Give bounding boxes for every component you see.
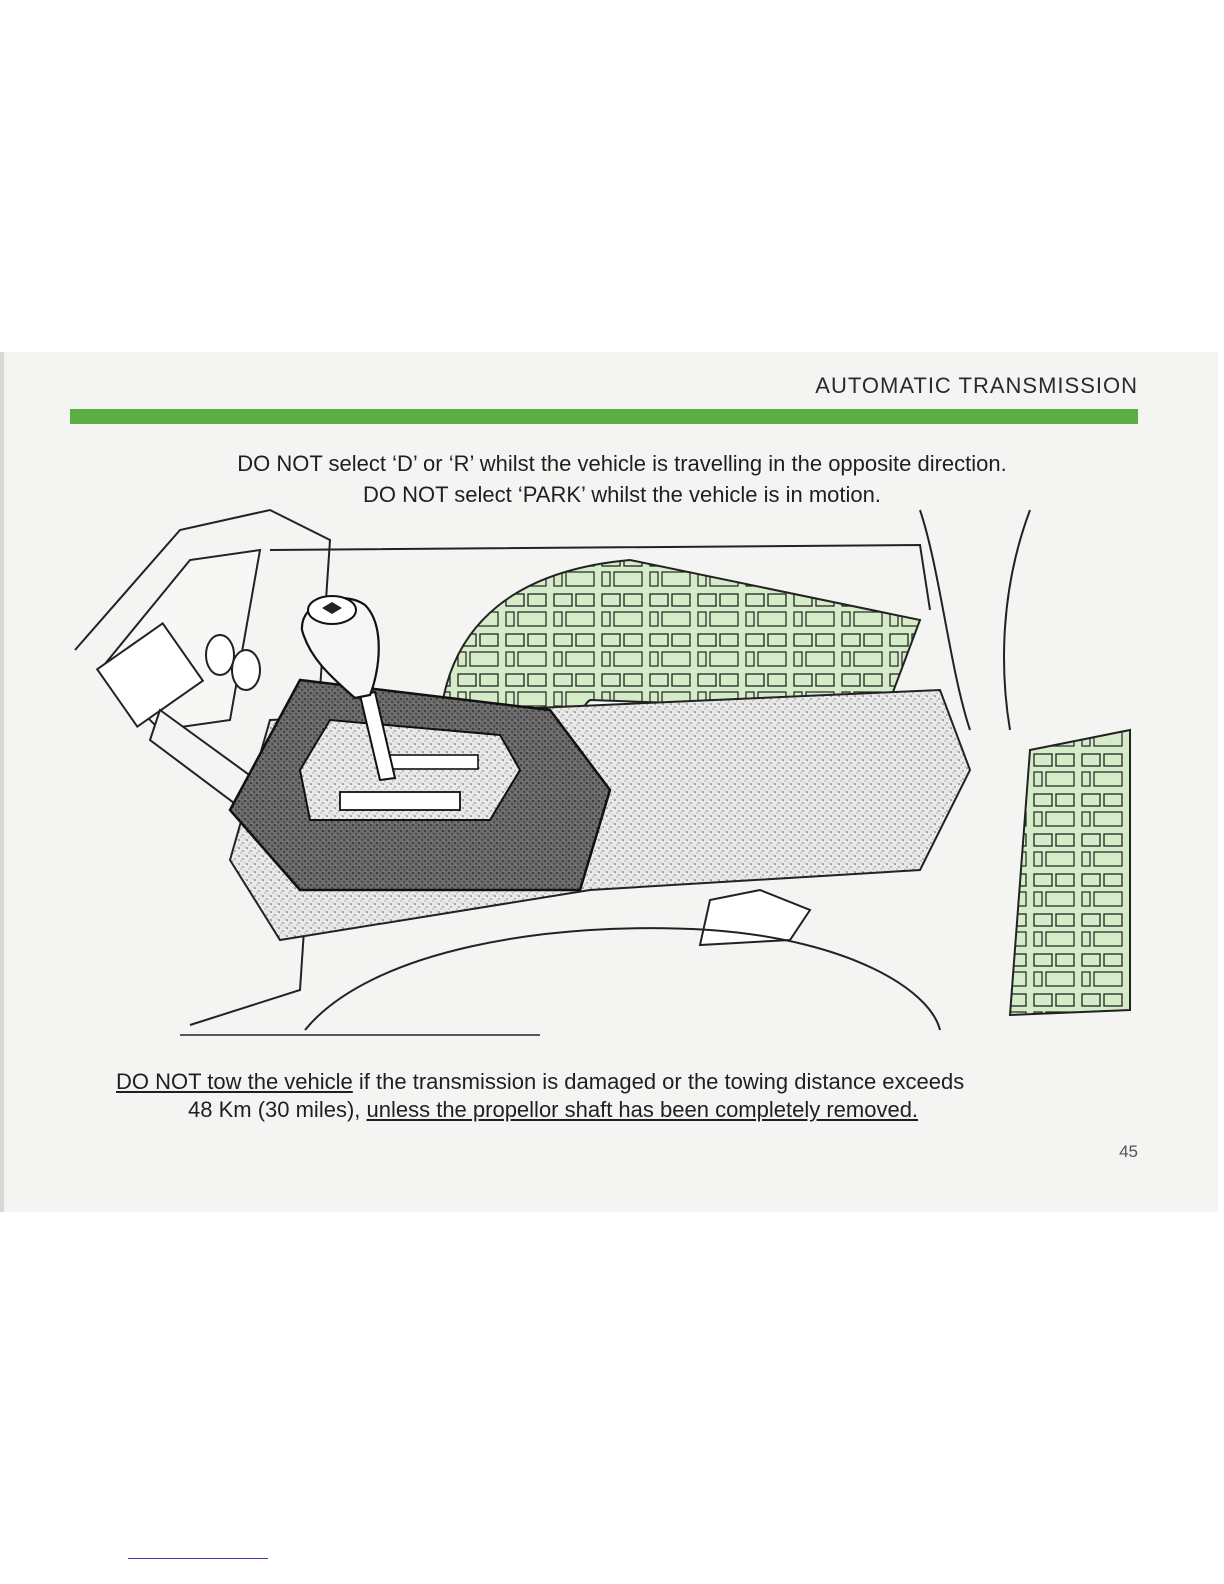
warning-direction: DO NOT select ‘D’ or ‘R’ whilst the vehicle is travelling in the opposite direction. bbox=[237, 451, 1007, 476]
towing-warning bbox=[116, 1068, 1136, 1124]
accent-bar bbox=[70, 409, 1138, 424]
page-number: 45 bbox=[1119, 1142, 1138, 1161]
gear-selector-illustration bbox=[70, 470, 1140, 1045]
towing-emphasis-start: DO NOT tow the vehicle bbox=[116, 1069, 353, 1094]
towing-middle: if the transmission is damaged or the towing distance exceeds bbox=[352, 1069, 965, 1094]
towing-emphasis-end: unless the propellor shaft has been completely removed. bbox=[366, 1097, 919, 1122]
bottom-rule bbox=[128, 1558, 268, 1559]
towing-distance: 48 Km (30 miles), bbox=[188, 1097, 367, 1122]
warning-park: DO NOT select ‘PARK’ whilst the vehicle is in motion. bbox=[363, 482, 881, 507]
towing-line2 bbox=[116, 1096, 1136, 1124]
section-title: AUTOMATIC TRANSMISSION bbox=[815, 373, 1138, 398]
